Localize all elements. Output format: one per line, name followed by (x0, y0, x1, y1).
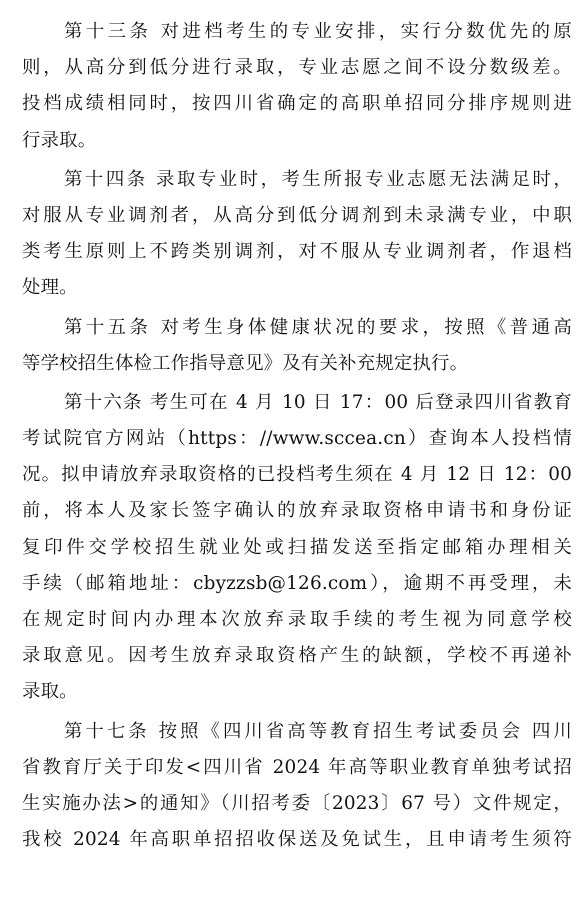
text-line: 第十五条 对考生身体健康状况的要求，按照《普通高 (64, 316, 572, 338)
article-15-paragraph (22, 310, 572, 382)
text-line: 生实施办法>的通知》（川招考委〔2023〕67 号）文件规定， (22, 792, 572, 814)
text-line: 考试院官方网站（https：//www.sccea.cn）查询本人投档情 (22, 428, 572, 450)
text-line: 录取。 (22, 681, 78, 703)
text-line: 录取意见。因考生放弃录取资格产生的缺额，学校不再递补 (22, 645, 572, 667)
text-line: 手续（邮箱地址：cbyzzsb@126.com），逾期不再受理，未 (22, 572, 572, 594)
text-line: 第十四条 录取专业时，考生所报专业志愿无法满足时， (64, 168, 572, 190)
text-line: 行录取。 (22, 129, 97, 151)
text-line: 对服从专业调剂者，从高分到低分调剂到未录满专业，中职 (22, 204, 572, 226)
text-line: 则，从高分到低分进行录取，专业志愿之间不设分数级差。 (22, 57, 572, 79)
text-line: 类考生原则上不跨类别调剂，对不服从专业调剂者，作退档 (22, 241, 572, 263)
text-line: 前，将本人及家长签字确认的放弃录取资格申请书和身份证 (22, 500, 572, 522)
text-line: 第十七条 按照《四川省高等教育招生考试委员会 四川 (64, 720, 572, 742)
text-line: 处理。 (22, 277, 78, 299)
text-line: 我校 2024 年高职单招招收保送及免试生，且申请考生须符 (22, 829, 572, 851)
article-13-paragraph (22, 14, 572, 159)
text-line: 况。拟申请放弃录取资格的已投档考生须在 4 月 12 日 12：00 (22, 464, 572, 486)
text-line: 第十三条 对进档考生的专业安排，实行分数优先的原 (64, 21, 572, 42)
text-line: 等学校招生体检工作指导意见》及有关补充规定执行。 (22, 352, 469, 374)
text-line: 在规定时间内办理本次放弃录取手续的考生视为同意学校 (22, 609, 572, 630)
document-page (22, 14, 572, 861)
text-line: 省教育厅关于印发<四川省 2024 年高等职业教育单独考试招 (22, 756, 572, 778)
text-line: 投档成绩相同时，按四川省确定的高职单招同分排序规则进 (22, 93, 572, 115)
text-line: 复印件交学校招生就业处或扫描发送至指定邮箱办理相关 (22, 536, 572, 558)
text-line: 第十六条 考生可在 4 月 10 日 17：00 后登录四川省教育 (64, 391, 572, 413)
article-14-paragraph (22, 162, 572, 307)
article-16-paragraph (22, 385, 572, 711)
article-17-paragraph (22, 714, 572, 859)
